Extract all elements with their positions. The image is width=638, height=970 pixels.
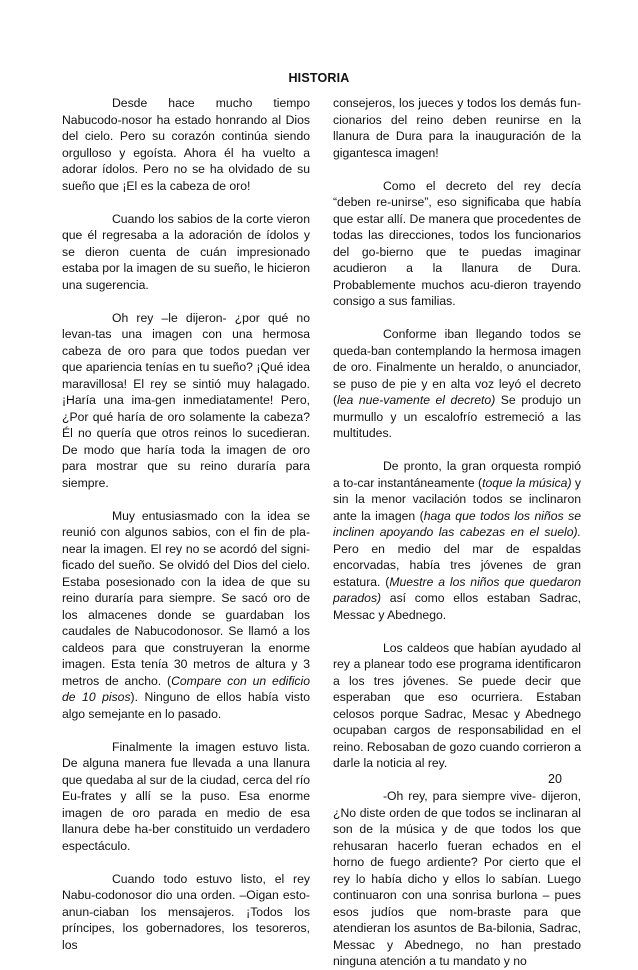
paragraph-text: Cuando todo estuvo listo, el rey Nabu-codonosor dio una orden. –Oigan esto- anun-ciaban los mensajeros. ¡Todos los príncipes, los gobernadores, los tesoreros, los <box>62 871 310 952</box>
paragraph-p12 <box>333 788 581 970</box>
paragraph-text: Pero en medio del mar de espaldas encorvadas, había tres jóvenes de gran estatura. ( <box>333 541 581 589</box>
paragraph-text: Como el decreto del rey decía “deben re-unirse”, eso significaba que había que estar allí. De manera que procedentes de todas las direcciones, todos los funcionarios del go-bierno que te puedas imaginar acudieron a la llanura de Dura. Probablemente muchos acu-dieron trayendo consigo a sus familias. <box>333 178 581 308</box>
paragraph-text: Oh rey –le dijeron- ¿por qué no levan-tas una imagen con una hermosa cabeza de oro para que todos puedan ver que apariencia tenías en tu sueño? ¡Qué idea maravillosa! El rey se sintió muy halagado. ¡Haría una ima-gen inmediatamente! Pero, ¿Por qué haría de oro solamente la cabeza? Él no quería que otros reinos lo sucedieran. De modo que haría toda la imagen de oro para mostrar que su reino duraría para siempre. <box>62 310 310 490</box>
paragraph-text: Cuando los sabios de la corte vieron que él regresaba a la adoración de ídolos y se dieron cuenta de cuán impresionado estaba por la imagen de su sueño, le hicieron una sugerencia. <box>62 211 310 292</box>
page-title: HISTORIA <box>288 71 350 85</box>
paragraph-p11 <box>333 640 581 772</box>
paragraph-text: consejeros, los jueces y todos los demás fun-cionarios del reino deben reunirse en la llanura de Dura para la inauguración de la gigantesca imagen! <box>333 96 581 160</box>
paragraph-text: -Oh rey, para siempre vive- dijeron, ¿No diste orden de que todos se inclinaran al son de la música y de que todos los que rehusaran hacerlo fueran echados en el horno de fuego ardiente? Por cierto que el rey lo había dicho y ellos lo sabían. Luego continuaron con una sonrisa burlona – pues esos judíos que nom-braste para que atendieran los asuntos de Ba-bilonia, Sadrac, Messac y Abednego, no han prestado ninguna atención a tu mandato y no <box>333 789 581 968</box>
paragraph-text: Muy entusiasmado con la idea se reunió con algunos sabios, con el fin de pla-near la imagen. El rey no se acordó del signi-ficado del sueño. Se olvidó del Dios del cielo. Estaba posesionado con la idea de que su reino duraría para siempre. Se sacó oro de los almacenes donde se guardaban los caudales de Nabucodonosor. Se llamó a los caldeos para que construyeran la enorme imagen. Esta tenía 30 metros de altura y 3 metros de ancho. ( <box>62 508 310 688</box>
paragraph-text: Conforme iban llegando todos se queda-ban contemplando la hermosa imagen de oro. Finalmente un heraldo, o anunciador, se puso de pie y en alta voz leyó el decreto ( <box>333 327 581 407</box>
paragraph-p5 <box>62 739 310 855</box>
paragraph-text: De pronto, la gran orquesta rompió a to-car instantáneamente ( <box>333 459 581 490</box>
paragraph-p2 <box>62 211 310 294</box>
italic-instruction: haga que todos los niños se inclinen apoyando las cabezas en el suelo). <box>333 508 581 539</box>
paragraph-p4 <box>62 508 310 723</box>
right-column <box>333 95 581 970</box>
paragraph-text: así como ellos estaban Sadrac, Messac y Abednego. <box>333 591 581 622</box>
paragraph-text: Se produjo un murmullo y un escalofrío estremeció a las multitudes. <box>333 393 581 440</box>
paragraph-p6 <box>62 871 310 954</box>
left-column <box>62 95 310 953</box>
paragraph-p1 <box>62 95 310 194</box>
page-number: 20 <box>548 772 562 786</box>
paragraph-p9 <box>333 326 581 442</box>
paragraph-p3 <box>62 310 310 492</box>
paragraph-p8 <box>333 178 581 310</box>
italic-instruction: toque la música) <box>482 475 572 490</box>
paragraph-text: y sin la menor vacilación todos se inclinaron ante la imagen ( <box>333 475 582 523</box>
italic-instruction: Compare con un edificio de 10 pisos <box>62 673 310 704</box>
paragraph-p10 <box>333 458 581 623</box>
italic-instruction: Muestre a los niños que quedaron parados) <box>333 574 581 605</box>
paragraph-p7 <box>333 95 581 161</box>
italic-instruction: lea nue-vamente el decreto) <box>337 393 496 407</box>
paragraph-text: Los caldeos que habían ayudado al rey a planear todo ese programa identificaron a los tres jóvenes. Se puede decir que esperaban que eso ocurriera. Estaban celosos porque Sadrac, Mesac y Abednego ocupaban cargos de responsabilidad en el reino. Rebosaban de gozo cuando corrieron a darle la noticia al rey. <box>333 640 581 770</box>
paragraph-text: Desde hace mucho tiempo Nabucodo-nosor ha estado honrando al Dios del cielo. Pero su corazón continúa siendo orgulloso y egoísta. Ahora él ha vuelto a adorar ídolos. Pero no se ha olvidado de su sueño que ¡El es la cabeza de oro! <box>62 96 310 193</box>
paragraph-text: Finalmente la imagen estuvo lista. De alguna manera fue llevada a una llanura que quedaba al sur de la ciudad, cerca del río Eu-frates y allí se la puso. Esa enorme imagen de oro parada en medio de esa llanura debe ha-ber constituido un verdadero espectáculo. <box>62 739 310 853</box>
paragraph-text: ). Ninguno de ellos había visto algo semejante en lo pasado. <box>62 690 310 721</box>
